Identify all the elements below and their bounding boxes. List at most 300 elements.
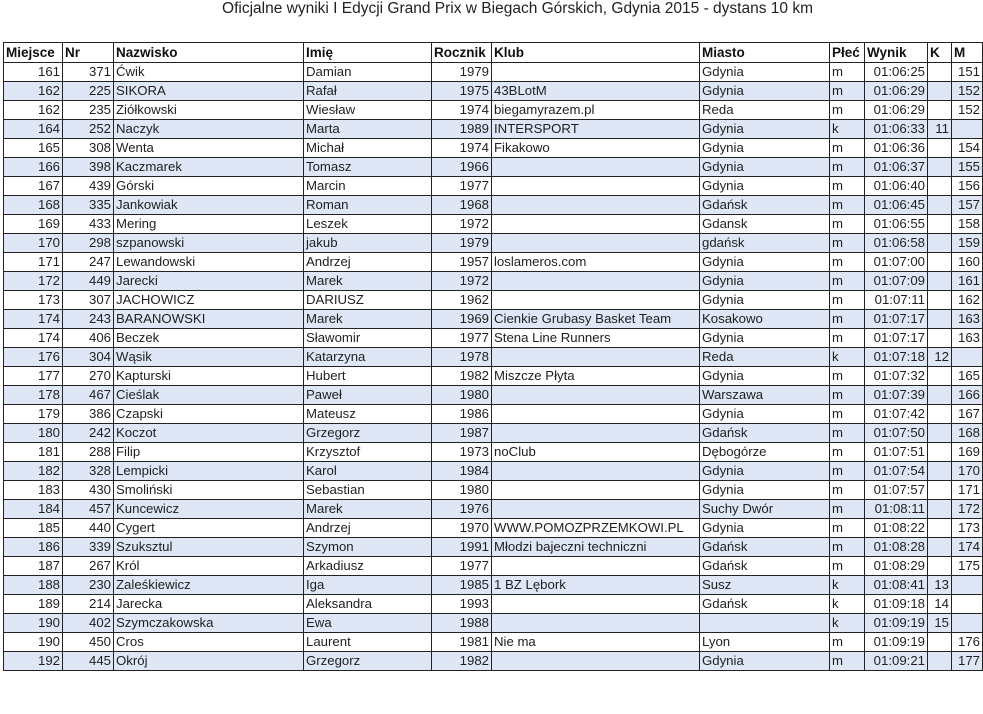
table-row [4,234,983,253]
table-row [4,652,983,671]
cell-klub: Nie ma [492,633,700,652]
header-rocznik: Rocznik [432,43,492,63]
cell-nazwisko: Cieślak [114,386,304,405]
table-row [4,158,983,177]
cell-plec: m [830,310,865,329]
cell-nr: 243 [63,310,114,329]
cell-imie: Tomasz [304,158,432,177]
cell-nr: 247 [63,253,114,272]
cell-miasto: Gdynia [700,481,830,500]
cell-plec: m [830,215,865,234]
cell-wynik: 01:07:17 [865,310,928,329]
cell-k [928,82,952,101]
cell-miejsce: 186 [4,538,63,557]
cell-miasto: Susz [700,576,830,595]
cell-klub: noClub [492,443,700,462]
cell-wynik: 01:06:36 [865,139,928,158]
table-row [4,538,983,557]
cell-k [928,481,952,500]
cell-k [928,139,952,158]
cell-wynik: 01:08:28 [865,538,928,557]
cell-nr: 449 [63,272,114,291]
header-m: M [952,43,983,63]
cell-rocznik: 1974 [432,139,492,158]
cell-imie: Aleksandra [304,595,432,614]
cell-rocznik: 1989 [432,120,492,139]
cell-nazwisko: Koczot [114,424,304,443]
table-row [4,462,983,481]
cell-klub: Cienkie Grubasy Basket Team [492,310,700,329]
cell-m: 173 [952,519,983,538]
cell-plec: m [830,63,865,82]
cell-nazwisko: Lewandowski [114,253,304,272]
cell-plec: m [830,367,865,386]
cell-miasto: Gdynia [700,253,830,272]
cell-nr: 328 [63,462,114,481]
cell-nazwisko: Jarecka [114,595,304,614]
cell-wynik: 01:07:57 [865,481,928,500]
cell-k [928,196,952,215]
cell-miasto: Gdansk [700,215,830,234]
cell-miasto: Kosakowo [700,310,830,329]
cell-m [952,120,983,139]
cell-imie: Marcin [304,177,432,196]
cell-m: 163 [952,310,983,329]
cell-klub: INTERSPORT [492,120,700,139]
cell-wynik: 01:08:22 [865,519,928,538]
cell-miejsce: 170 [4,234,63,253]
cell-klub [492,215,700,234]
cell-m: 165 [952,367,983,386]
table-row [4,367,983,386]
cell-nazwisko: Zaleśkiewicz [114,576,304,595]
cell-plec: m [830,481,865,500]
cell-plec: m [830,538,865,557]
cell-miasto: Gdańsk [700,196,830,215]
cell-plec: m [830,82,865,101]
cell-rocznik: 1977 [432,557,492,576]
cell-k [928,386,952,405]
cell-miejsce: 162 [4,82,63,101]
cell-plec: k [830,120,865,139]
cell-m [952,614,983,633]
cell-rocznik: 1973 [432,443,492,462]
cell-k [928,633,952,652]
header-nazwisko: Nazwisko [114,43,304,63]
cell-rocznik: 1982 [432,367,492,386]
cell-k [928,234,952,253]
cell-m: 174 [952,538,983,557]
cell-miejsce: 188 [4,576,63,595]
header-plec: Płeć [830,43,865,63]
cell-nazwisko: Smoliński [114,481,304,500]
cell-rocznik: 1968 [432,196,492,215]
page-title [0,0,959,30]
cell-m: 160 [952,253,983,272]
cell-imie: Grzegorz [304,424,432,443]
table-row [4,595,983,614]
cell-k [928,101,952,120]
cell-nazwisko: Jankowiak [114,196,304,215]
cell-wynik: 01:06:29 [865,101,928,120]
page-title-text: Oficjalne wyniki I Edycji Grand Prix w Biegach Górskich, Gdynia 2015 - dystans 10 km [222,0,813,17]
cell-nazwisko: Cygert [114,519,304,538]
cell-nazwisko: Naczyk [114,120,304,139]
cell-imie: Marek [304,272,432,291]
cell-nazwisko: SIKORA [114,82,304,101]
cell-imie: Wiesław [304,101,432,120]
table-row [4,139,983,158]
cell-miasto [700,614,830,633]
cell-miejsce: 167 [4,177,63,196]
cell-nr: 267 [63,557,114,576]
cell-wynik: 01:09:18 [865,595,928,614]
cell-wynik: 01:08:11 [865,500,928,519]
cell-miasto: Gdynia [700,519,830,538]
header-miasto: Miasto [700,43,830,63]
cell-miasto: Dębogórze [700,443,830,462]
cell-k [928,291,952,310]
cell-plec: m [830,196,865,215]
table-row [4,272,983,291]
cell-miejsce: 190 [4,614,63,633]
cell-m: 152 [952,82,983,101]
cell-m [952,595,983,614]
cell-m: 168 [952,424,983,443]
cell-m [952,348,983,367]
cell-nr: 288 [63,443,114,462]
cell-rocznik: 1972 [432,215,492,234]
table-row [4,633,983,652]
cell-miejsce: 168 [4,196,63,215]
cell-miejsce: 192 [4,652,63,671]
cell-rocznik: 1962 [432,291,492,310]
cell-rocznik: 1987 [432,424,492,443]
cell-rocznik: 1993 [432,595,492,614]
cell-klub [492,405,700,424]
cell-nazwisko: Wenta [114,139,304,158]
cell-nazwisko: Wąsik [114,348,304,367]
cell-imie: Mateusz [304,405,432,424]
cell-imie: Sławomir [304,329,432,348]
cell-k [928,63,952,82]
table-row [4,63,983,82]
cell-klub [492,595,700,614]
cell-m: 152 [952,101,983,120]
cell-k [928,538,952,557]
table-row [4,120,983,139]
cell-wynik: 01:06:25 [865,63,928,82]
table-row [4,329,983,348]
cell-k [928,462,952,481]
cell-nr: 439 [63,177,114,196]
cell-imie: Paweł [304,386,432,405]
cell-plec: m [830,405,865,424]
cell-wynik: 01:09:19 [865,633,928,652]
cell-nr: 433 [63,215,114,234]
cell-imie: Leszek [304,215,432,234]
cell-imie: Iga [304,576,432,595]
cell-miejsce: 161 [4,63,63,82]
cell-miasto: Warszawa [700,386,830,405]
cell-miasto: Gdynia [700,139,830,158]
cell-klub [492,158,700,177]
cell-imie: Arkadiusz [304,557,432,576]
cell-miasto: Lyon [700,633,830,652]
cell-plec: m [830,139,865,158]
cell-klub [492,386,700,405]
cell-plec: m [830,424,865,443]
cell-miejsce: 185 [4,519,63,538]
cell-nr: 386 [63,405,114,424]
cell-plec: k [830,614,865,633]
cell-imie: Sebastian [304,481,432,500]
table-row [4,481,983,500]
cell-miasto: Gdynia [700,329,830,348]
cell-miasto: Gdańsk [700,595,830,614]
cell-nr: 406 [63,329,114,348]
cell-nazwisko: Szuksztul [114,538,304,557]
cell-miejsce: 174 [4,310,63,329]
cell-plec: m [830,519,865,538]
header-row [4,43,983,63]
cell-nr: 298 [63,234,114,253]
cell-wynik: 01:07:54 [865,462,928,481]
cell-wynik: 01:06:58 [865,234,928,253]
cell-miejsce: 182 [4,462,63,481]
cell-nazwisko: Ziółkowski [114,101,304,120]
cell-miasto: Gdynia [700,63,830,82]
cell-klub: biegamyrazem.pl [492,101,700,120]
cell-m: 162 [952,291,983,310]
cell-m: 151 [952,63,983,82]
table-row [4,101,983,120]
cell-nazwisko: Kapturski [114,367,304,386]
cell-plec: m [830,291,865,310]
cell-rocznik: 1977 [432,329,492,348]
cell-m: 155 [952,158,983,177]
cell-m: 163 [952,329,983,348]
cell-miasto: Gdańsk [700,424,830,443]
table-row [4,291,983,310]
cell-plec: m [830,386,865,405]
cell-miejsce: 189 [4,595,63,614]
cell-imie: Grzegorz [304,652,432,671]
cell-k: 12 [928,348,952,367]
cell-nr: 445 [63,652,114,671]
cell-nazwisko: JACHOWICZ [114,291,304,310]
cell-plec: k [830,576,865,595]
cell-klub [492,557,700,576]
cell-k [928,500,952,519]
cell-m: 176 [952,633,983,652]
cell-k [928,367,952,386]
cell-rocznik: 1974 [432,101,492,120]
cell-nr: 402 [63,614,114,633]
cell-imie: Ewa [304,614,432,633]
cell-plec: m [830,158,865,177]
cell-rocznik: 1981 [432,633,492,652]
cell-klub: Stena Line Runners [492,329,700,348]
cell-nr: 467 [63,386,114,405]
cell-miasto: Reda [700,348,830,367]
cell-wynik: 01:07:39 [865,386,928,405]
table-row [4,500,983,519]
cell-rocznik: 1977 [432,177,492,196]
cell-nazwisko: Szymczakowska [114,614,304,633]
cell-rocznik: 1969 [432,310,492,329]
cell-nazwisko: Czapski [114,405,304,424]
cell-m: 157 [952,196,983,215]
cell-imie: Marta [304,120,432,139]
cell-miasto: Gdynia [700,405,830,424]
cell-miasto: Gdańsk [700,557,830,576]
cell-rocznik: 1979 [432,63,492,82]
cell-m: 159 [952,234,983,253]
cell-m: 166 [952,386,983,405]
cell-miasto: Gdynia [700,462,830,481]
table-row [4,215,983,234]
cell-klub [492,481,700,500]
cell-k [928,652,952,671]
cell-nr: 457 [63,500,114,519]
cell-nr: 214 [63,595,114,614]
cell-imie: Andrzej [304,253,432,272]
header-k: K [928,43,952,63]
cell-wynik: 01:07:00 [865,253,928,272]
cell-m: 167 [952,405,983,424]
cell-rocznik: 1957 [432,253,492,272]
header-miejsce: Miejsce [4,43,63,63]
cell-wynik: 01:09:19 [865,614,928,633]
cell-nr: 430 [63,481,114,500]
cell-rocznik: 1986 [432,405,492,424]
header-imie: Imię [304,43,432,63]
cell-m: 172 [952,500,983,519]
cell-nazwisko: Jarecki [114,272,304,291]
cell-miasto: gdańsk [700,234,830,253]
cell-m: 171 [952,481,983,500]
cell-miejsce: 165 [4,139,63,158]
cell-wynik: 01:07:09 [865,272,928,291]
cell-plec: m [830,272,865,291]
cell-klub: loslameros.com [492,253,700,272]
cell-klub [492,291,700,310]
cell-k [928,443,952,462]
cell-klub: Młodzi bajeczni techniczni [492,538,700,557]
cell-wynik: 01:07:32 [865,367,928,386]
cell-nr: 242 [63,424,114,443]
cell-nr: 440 [63,519,114,538]
cell-nazwisko: BARANOWSKI [114,310,304,329]
cell-rocznik: 1970 [432,519,492,538]
table-row [4,557,983,576]
table-body [4,63,983,671]
table-row [4,196,983,215]
cell-miejsce: 183 [4,481,63,500]
table-header [4,43,983,63]
cell-nazwisko: Okrój [114,652,304,671]
table-row [4,614,983,633]
cell-nazwisko: Cros [114,633,304,652]
cell-klub [492,177,700,196]
table-row [4,519,983,538]
cell-klub [492,234,700,253]
cell-miasto: Gdynia [700,177,830,196]
cell-miasto: Gdynia [700,367,830,386]
cell-klub [492,272,700,291]
table-row [4,386,983,405]
cell-miasto: Gdynia [700,158,830,177]
cell-imie: Marek [304,500,432,519]
cell-wynik: 01:06:33 [865,120,928,139]
cell-k: 14 [928,595,952,614]
cell-miejsce: 177 [4,367,63,386]
cell-k: 15 [928,614,952,633]
cell-miejsce: 179 [4,405,63,424]
cell-nr: 230 [63,576,114,595]
cell-imie: Damian [304,63,432,82]
cell-plec: m [830,652,865,671]
cell-klub [492,614,700,633]
cell-k [928,424,952,443]
cell-imie: Katarzyna [304,348,432,367]
cell-m: 175 [952,557,983,576]
cell-m: 158 [952,215,983,234]
cell-nr: 225 [63,82,114,101]
cell-k [928,158,952,177]
table-row [4,576,983,595]
cell-rocznik: 1982 [432,652,492,671]
cell-klub [492,63,700,82]
cell-nr: 398 [63,158,114,177]
cell-k [928,310,952,329]
cell-miasto: Gdynia [700,291,830,310]
cell-klub: 1 BZ Lębork [492,576,700,595]
cell-wynik: 01:06:45 [865,196,928,215]
cell-miejsce: 162 [4,101,63,120]
cell-klub [492,424,700,443]
cell-miejsce: 180 [4,424,63,443]
cell-klub [492,196,700,215]
cell-m: 177 [952,652,983,671]
cell-k [928,215,952,234]
cell-klub: WWW.POMOZPRZEMKOWI.PL [492,519,700,538]
cell-miasto: Suchy Dwór [700,500,830,519]
cell-plec: m [830,177,865,196]
cell-m: 170 [952,462,983,481]
cell-k [928,177,952,196]
cell-miejsce: 174 [4,329,63,348]
cell-wynik: 01:07:17 [865,329,928,348]
header-klub: Klub [492,43,700,63]
cell-miasto: Gdańsk [700,538,830,557]
cell-plec: m [830,253,865,272]
cell-klub [492,652,700,671]
cell-plec: m [830,462,865,481]
cell-rocznik: 1988 [432,614,492,633]
cell-rocznik: 1984 [432,462,492,481]
cell-rocznik: 1976 [432,500,492,519]
cell-klub [492,500,700,519]
cell-k [928,557,952,576]
cell-miasto: Gdynia [700,120,830,139]
cell-miasto: Gdynia [700,272,830,291]
cell-imie: Karol [304,462,432,481]
cell-nr: 307 [63,291,114,310]
cell-imie: jakub [304,234,432,253]
cell-plec: m [830,443,865,462]
